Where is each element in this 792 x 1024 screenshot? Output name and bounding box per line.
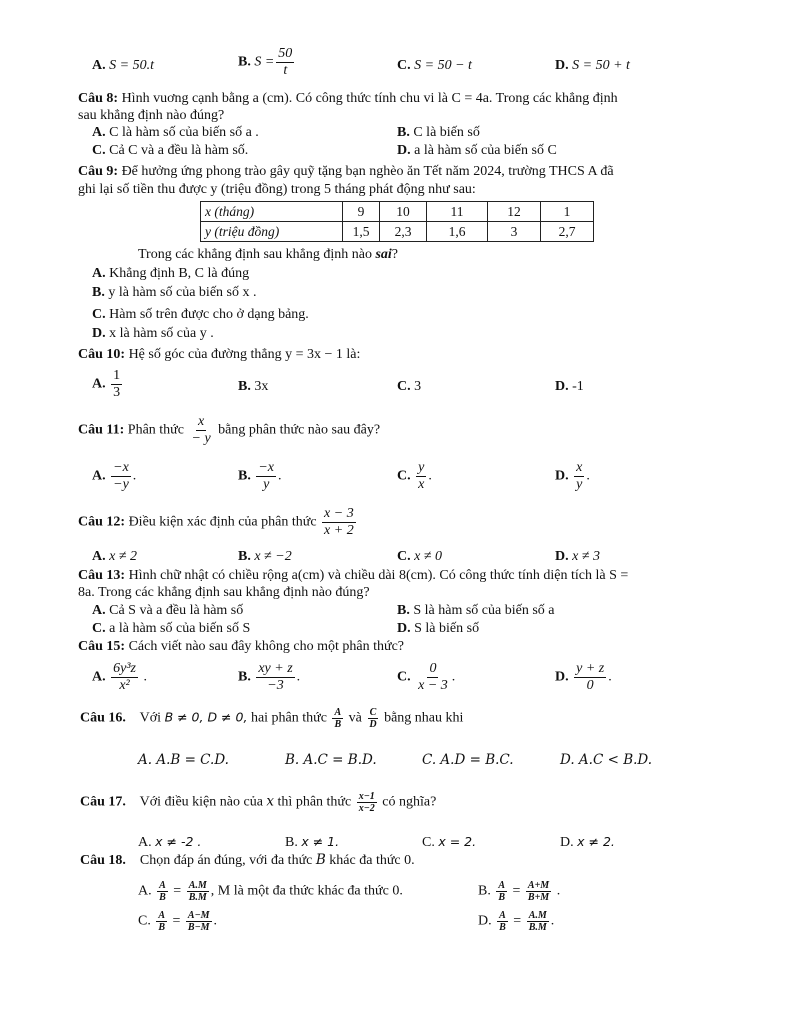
- q12-option-d[interactable]: D. x ≠ 3: [555, 549, 601, 564]
- q12-option-c[interactable]: C. x ≠ 0: [397, 549, 443, 564]
- q12-stem-text: Điều kiện xác định của phân thức: [128, 514, 317, 530]
- q18-c-num: A: [158, 910, 166, 921]
- table-cell: 3: [488, 222, 541, 242]
- q17-b-text: x ≠ 1.: [301, 834, 340, 849]
- q16-stem-mid: hai phân thức: [250, 710, 327, 726]
- q10-d-text: -1: [572, 379, 584, 394]
- table-cell: 12: [488, 202, 541, 222]
- q15-label: Câu 15:: [78, 639, 126, 654]
- q17-option-b[interactable]: B. x ≠ 1.: [285, 834, 340, 850]
- q15-b-num: xy + z: [258, 661, 293, 676]
- q11-stem: [78, 414, 380, 447]
- q18-stem: [80, 852, 415, 869]
- q15-b-den: −3: [267, 678, 284, 693]
- q9-a-text: Khẳng định B, C là đúng: [109, 266, 250, 281]
- q15-stem: [78, 638, 404, 655]
- q13-stem-line1: [78, 567, 628, 584]
- q12-label: Câu 12:: [78, 514, 126, 530]
- q8-option-c[interactable]: C. Cả C và a đều là hàm số.: [92, 143, 249, 158]
- q16-and: và: [348, 710, 362, 726]
- q10-a-den: 3: [113, 385, 121, 400]
- q9-option-d[interactable]: D. x là hàm số của y .: [92, 326, 214, 341]
- q18-a-num: A: [159, 880, 166, 891]
- q12-d-text: x ≠ 3: [572, 549, 601, 564]
- table-cell: 1: [541, 202, 594, 222]
- q11-option-d[interactable]: D. $\frac{x}{y}$ .: [555, 460, 590, 492]
- table-cell: 2,3: [380, 222, 427, 242]
- q9-question: [138, 246, 398, 263]
- q7-c-text: S = 50 − t: [414, 58, 472, 73]
- q16-condition: B ≠ 0, D ≠ 0,: [164, 709, 248, 725]
- q13-c-text: a là hàm số của biến số S: [109, 621, 251, 636]
- q11-option-a[interactable]: A. $\frac{-x}{-y}$ .: [92, 460, 137, 492]
- q7-b-den: t: [283, 63, 288, 78]
- q11-b-num: −x: [258, 460, 275, 475]
- q13-b-text: S là hàm số của biến số a: [413, 603, 555, 618]
- q12-option-b[interactable]: B. x ≠ −2: [238, 549, 292, 564]
- q17-option-c[interactable]: C. x = 2.: [422, 834, 477, 850]
- q8-c-text: Cả C và a đều là hàm số.: [109, 143, 249, 158]
- q13-d-text: S là biến số: [414, 621, 480, 636]
- q12-stem: [78, 506, 358, 539]
- q18-a-den: B: [159, 892, 166, 903]
- q11-stem-den: − y: [191, 431, 211, 446]
- table-cell: 2,7: [541, 222, 594, 242]
- table-cell: x (tháng): [201, 202, 343, 222]
- table-cell: y (triệu đồng): [201, 222, 343, 242]
- q9-label: Câu 9:: [78, 164, 119, 179]
- q18-var: B: [315, 852, 326, 868]
- q17-stem: [80, 791, 436, 814]
- q18-option-c[interactable]: C. $\frac{A}{B}$ = $\frac{A-M}{B-M}$ .: [138, 910, 218, 933]
- q17-d-text: x ≠ 2.: [577, 834, 615, 849]
- q9-stem1: Để hưởng ứng phong trào gây quỹ tặng bạn nghèo ăn Tết năm 2024, trường THCS A đã: [121, 164, 614, 179]
- q11-option-c[interactable]: C. $\frac{y}{x}$ .: [397, 460, 432, 492]
- q15-d-den: 0: [586, 678, 594, 693]
- q8-option-a[interactable]: A. C là hàm số của biến số a .: [92, 125, 259, 140]
- q10-a-num: 1: [113, 368, 121, 383]
- q11-label: Câu 11:: [78, 422, 125, 438]
- q12-den: x + 2: [324, 523, 354, 538]
- q18-c-rnum: A−M: [187, 910, 210, 921]
- q17-var: x: [266, 793, 275, 810]
- q16-option-d[interactable]: D. A.C < B.D.: [560, 752, 653, 768]
- q18-a-rnum: A.M: [188, 880, 207, 891]
- q7-b-lhs: S =: [254, 54, 275, 70]
- q16-f1-den: B: [334, 719, 342, 730]
- q17-option-d[interactable]: D. x ≠ 2.: [560, 834, 615, 850]
- q18-b-den: B: [498, 892, 506, 903]
- q7-option-d[interactable]: D. S = 50 + t: [555, 58, 630, 73]
- q10-c-text: 3: [414, 379, 422, 394]
- q13-stem1: Hình chữ nhật có chiều rộng a(cm) và chiều dài 8(cm). Có công thức tính diện tích là S =: [128, 568, 629, 583]
- table-cell: 10: [380, 202, 427, 222]
- q7-b-num: 50: [278, 46, 293, 61]
- q12-option-a[interactable]: A. x ≠ 2: [92, 549, 138, 564]
- table-cell: 9: [343, 202, 380, 222]
- q8-option-b[interactable]: B. C là biến số: [397, 125, 480, 140]
- q9-question-pre: Trong các khẳng định sau khẳng định nào: [138, 247, 372, 262]
- q18-option-a[interactable]: A. $\frac{A}{B}$ = $\frac{A.M}{B.M}$ , M là một đa thức khác đa thức 0.: [138, 880, 403, 903]
- q18-c-rden: B−M: [187, 922, 210, 933]
- q17-stem-mid: thì phân thức: [277, 794, 352, 810]
- q12-a-text: x ≠ 2: [109, 549, 138, 564]
- q15-c-num: 0: [429, 661, 437, 676]
- q10-option-d[interactable]: D. -1: [555, 379, 584, 394]
- q8-label: Câu 8:: [78, 91, 119, 106]
- q11-stem-num: x: [197, 414, 205, 429]
- q16-option-c[interactable]: C. A.D = B.C.: [422, 752, 514, 768]
- q18-d-num: A: [499, 910, 506, 921]
- q15-c-den: x − 3: [418, 678, 448, 693]
- q16-f1-num: A: [334, 707, 342, 718]
- q17-option-a[interactable]: A. x ≠ -2 .: [138, 834, 202, 850]
- table-cell: 11: [427, 202, 488, 222]
- q13-option-c[interactable]: C. a là hàm số của biến số S: [92, 621, 251, 636]
- q17-a-text: x ≠ -2 .: [155, 834, 202, 849]
- q12-num: x − 3: [324, 506, 354, 521]
- q11-a-den: −y: [113, 477, 129, 492]
- q16-stem: [80, 707, 463, 730]
- q10-option-c[interactable]: C. 3: [397, 379, 422, 394]
- q10-stem: [78, 346, 360, 363]
- q9-b-text: y là hàm số của biến số x .: [108, 285, 257, 300]
- q18-label: Câu 18.: [80, 853, 126, 868]
- q11-stem-post: bằng phân thức nào sau đây?: [218, 422, 381, 438]
- q9-stem-line2: ghi lại số tiền thu được y (triệu đồng) trong 5 tháng phát động như sau:: [78, 182, 476, 197]
- q13-a-text: Cả S và a đều là hàm số: [109, 603, 244, 618]
- q16-stem-post: bằng nhau khi: [384, 710, 464, 726]
- q9-data-table: [200, 201, 594, 242]
- q12-c-text: x ≠ 0: [414, 549, 443, 564]
- q18-d-den: B: [499, 922, 506, 933]
- q11-d-den: y: [576, 477, 583, 492]
- q11-b-den: y: [263, 477, 270, 492]
- q7-d-text: S = 50 + t: [572, 58, 630, 73]
- q15-option-c[interactable]: C. $\frac{0}{x - 3}$ .: [397, 661, 456, 693]
- q18-option-b[interactable]: B. $\frac{A}{B}$ = $\frac{A+M}{B+M}$ .: [478, 880, 561, 903]
- q15-stem-text: Cách viết nào sau đây không cho một phân thức?: [128, 639, 405, 654]
- q17-stem-post: có nghĩa?: [382, 794, 437, 810]
- q9-d-text: x là hàm số của y .: [109, 326, 214, 341]
- q11-a-num: −x: [113, 460, 129, 475]
- q16-option-a[interactable]: A. A.B = C.D.: [138, 752, 229, 768]
- q17-den: x−2: [358, 803, 375, 814]
- q18-option-d[interactable]: D. $\frac{A}{B}$ = $\frac{A.M}{B.M}$ .: [478, 910, 555, 933]
- q18-d-rden: B.M: [528, 922, 547, 933]
- q12-b-text: x ≠ −2: [254, 549, 292, 564]
- q7-option-a[interactable]: A. S = 50.t: [92, 58, 154, 73]
- table-cell: 1,6: [427, 222, 488, 242]
- q9-option-a[interactable]: A. Khẳng định B, C là đúng: [92, 266, 250, 281]
- q15-option-b[interactable]: B. $\frac{xy + z}{-3}$ .: [238, 661, 301, 693]
- q10-stem-text: Hệ số góc của đường thẳng y = 3x − 1 là:: [128, 347, 361, 362]
- q11-d-num: x: [576, 460, 583, 475]
- q8-d-text: a là hàm số của biến số C: [414, 143, 557, 158]
- q15-d-num: y + z: [576, 661, 605, 676]
- q17-label: Câu 17.: [80, 794, 126, 810]
- q18-d-rnum: A.M: [528, 910, 547, 921]
- q18-b-num: A: [498, 880, 506, 891]
- q16-f2-den: D: [369, 719, 377, 730]
- q16-stem-pre: Với: [139, 710, 162, 726]
- q11-c-den: x: [418, 477, 425, 492]
- q16-label: Câu 16.: [80, 710, 126, 726]
- q8-stem-line2: sau khẳng định nào đúng?: [78, 108, 225, 123]
- q18-a-post: , M là một đa thức khác đa thức 0.: [210, 883, 403, 899]
- q18-stem-post: khác đa thức 0.: [329, 853, 415, 868]
- q13-stem-line2: 8a. Trong các khẳng định sau khẳng định nào đúng?: [78, 585, 370, 600]
- q7-a-text: S = 50.t: [109, 58, 154, 73]
- q18-b-rden: B+M: [527, 892, 550, 903]
- q8-stem1: Hình vuơng cạnh bằng a (cm). Có công thức tính chu vi là C = 4a. Trong các khẳng định: [121, 91, 618, 106]
- q9-c-text: Hàm số trên được cho ở dạng bảng.: [109, 307, 309, 322]
- q13-option-a[interactable]: A. Cả S và a đều là hàm số: [92, 603, 244, 618]
- q8-option-d[interactable]: D. a là hàm số của biến số C: [397, 143, 557, 158]
- q17-stem-pre: Với điều kiện nào của: [139, 794, 263, 810]
- q13-option-b[interactable]: B. S là hàm số của biến số a: [397, 603, 555, 618]
- q7-option-c[interactable]: C. S = 50 − t: [397, 58, 472, 73]
- q8-a-text: C là hàm số của biến số a .: [109, 125, 259, 140]
- table-cell: 1,5: [343, 222, 380, 242]
- q9-option-b[interactable]: B. y là hàm số của biến số x .: [92, 285, 257, 300]
- q10-option-b[interactable]: B. 3x: [238, 379, 269, 394]
- q15-option-a[interactable]: A. $\frac{\text{6y³z}}{\text{x²}}$ .: [92, 661, 147, 693]
- q9-stem-line1: [78, 163, 614, 180]
- q11-c-num: y: [418, 460, 425, 475]
- q13-option-d[interactable]: D. S là biến số: [397, 621, 480, 636]
- q9-option-c[interactable]: C. Hàm số trên được cho ở dạng bảng.: [92, 307, 309, 322]
- q15-a-den: x²: [119, 678, 130, 693]
- q7-option-b[interactable]: B. S = $\frac{50}{t}$: [238, 46, 293, 78]
- q8-b-text: C là biến số: [413, 125, 480, 140]
- q18-stem-pre: Chọn đáp án đúng, với đa thức: [139, 853, 313, 868]
- q11-stem-pre: Phân thức: [127, 422, 184, 438]
- q18-c-den: B: [158, 922, 166, 933]
- q15-a-num: 6y³z: [113, 661, 136, 676]
- table-row: [201, 222, 594, 242]
- table-row: [201, 202, 594, 222]
- q10-label: Câu 10:: [78, 347, 126, 362]
- q10-option-a[interactable]: A. $\frac{1}{3}$: [92, 368, 121, 400]
- q16-f2-num: C: [369, 707, 377, 718]
- q18-b-rnum: A+M: [527, 880, 550, 891]
- q13-label: Câu 13:: [78, 568, 126, 583]
- q18-a-rden: B.M: [188, 892, 207, 903]
- q15-option-d[interactable]: D. $\frac{y + z}{0}$ .: [555, 661, 612, 693]
- q8-stem-line1: [78, 90, 618, 107]
- q17-c-text: x = 2.: [438, 834, 477, 849]
- q9-question-post: ?: [391, 247, 399, 262]
- q10-b-text: 3x: [254, 379, 269, 394]
- q11-option-b[interactable]: B. $\frac{-x}{y}$ .: [238, 460, 282, 492]
- q17-num: x−1: [358, 791, 375, 802]
- q9-question-em: sai: [375, 247, 392, 262]
- q16-option-b[interactable]: B. A.C = B.D.: [285, 752, 377, 768]
